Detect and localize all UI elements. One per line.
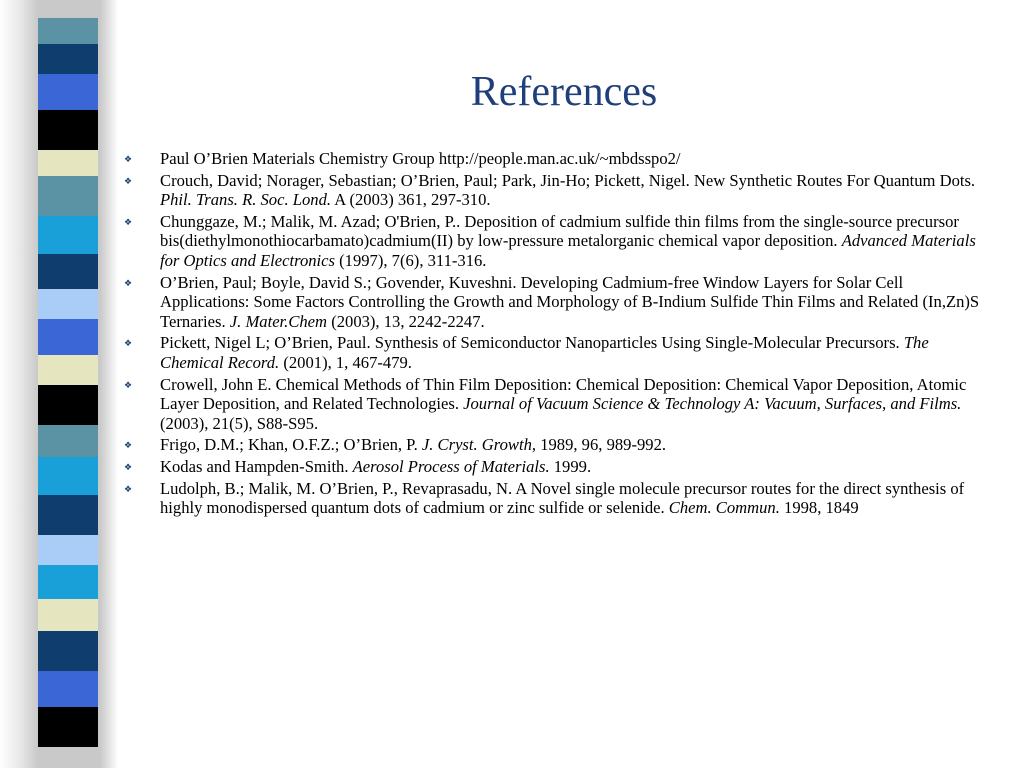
reference-item <box>124 435 984 455</box>
reference-source: Aerosol Process of Materials. <box>352 456 550 476</box>
reference-item <box>124 273 984 332</box>
stripe-block <box>38 495 98 535</box>
stripe-block <box>38 599 98 631</box>
stripe-block <box>38 254 98 289</box>
reference-text: A (2003) 361, 297-310. <box>331 190 491 210</box>
reference-text: Ludolph, B.; Malik, M. O’Brien, P., Revaprasadu, N. A Novel single molecule precursor routes for the direct synthesis of highly monodispersed quantum dots of cadmium or zinc sulfide or selenide. <box>160 478 965 518</box>
reference-item <box>124 171 984 210</box>
diamond-bullet-icon: ❖ <box>124 216 133 227</box>
stripe-block <box>38 425 98 457</box>
stripe-block <box>38 671 98 707</box>
stripe-block <box>38 44 98 74</box>
diamond-bullet-icon: ❖ <box>124 461 133 472</box>
diamond-bullet-icon: ❖ <box>124 338 133 349</box>
stripe-block <box>38 289 98 319</box>
reference-item <box>124 333 984 372</box>
reference-item <box>124 479 984 518</box>
reference-text: 1999. <box>549 456 592 476</box>
slide-title: References <box>470 69 658 115</box>
reference-text: Frigo, D.M.; Khan, O.F.Z.; O’Brien, P. <box>160 435 422 455</box>
reference-source: The Chemical Record. <box>160 333 929 372</box>
reference-text: (2003), 21(5), S88-S95. <box>160 413 319 433</box>
diamond-bullet-icon: ❖ <box>124 277 133 288</box>
reference-text: (1997), 7(6), 311-316. <box>334 250 487 270</box>
stripe-blocks <box>38 0 98 768</box>
diamond-bullet-icon: ❖ <box>124 154 133 164</box>
stripe-block <box>38 457 98 495</box>
reference-item <box>124 212 984 271</box>
reference-item <box>124 149 984 169</box>
reference-text: 1989, 96, 989-992. <box>536 435 667 455</box>
diamond-bullet-icon: ❖ <box>124 175 133 186</box>
decorative-stripe <box>0 0 118 768</box>
reference-text: Kodas and Hampden-Smith. <box>160 456 353 476</box>
stripe-block <box>38 176 98 216</box>
reference-text: Crowell, John E. Chemical Methods of Thin Film Deposition: Chemical Deposition: Chemical Vapor Deposition, Atomic Layer Deposition, and Related Technologies. <box>160 374 967 414</box>
diamond-bullet-icon: ❖ <box>124 379 133 390</box>
stripe-block <box>38 18 98 44</box>
reference-text: (2003), 13, 2242-2247. <box>327 311 485 331</box>
stripe-block <box>38 565 98 599</box>
stripe-block <box>38 74 98 110</box>
reference-source: J. Mater.Chem <box>229 311 328 331</box>
stripe-block <box>38 535 98 565</box>
reference-text: (2001), 1, 467-479. <box>279 352 412 372</box>
diamond-bullet-icon: ❖ <box>124 440 133 451</box>
reference-source: Advanced Materials for Optics and Electronics <box>160 231 976 270</box>
reference-item <box>124 375 984 434</box>
reference-text: Crouch, David; Norager, Sebastian; O’Brien, Paul; Park, Jin-Ho; Pickett, Nigel. New Synthetic Routes For Quantum Dots. <box>160 170 976 190</box>
reference-text: O’Brien, Paul; Boyle, David S.; Govender, Kuveshni. Developing Cadmium-free Window Layers for Solar Cell Applications: Some Factors Controlling the Growth and Morphology of B-Indium Sulfide Thin Films and Related (In,Zn)S Ternaries. <box>160 272 980 331</box>
reference-source: J. Cryst. Growth, <box>421 435 537 455</box>
stripe-block <box>38 707 98 747</box>
reference-text: Paul O’Brien Materials Chemistry Group http://people.man.ac.uk/~mbdsspo2/ <box>160 149 681 168</box>
stripe-block <box>38 355 98 385</box>
stripe-block <box>38 319 98 355</box>
stripe-block <box>38 631 98 671</box>
diamond-bullet-icon: ❖ <box>124 483 133 494</box>
reference-text: Pickett, Nigel L; O’Brien, Paul. Synthesis of Semiconductor Nanoparticles Using Single-Molecular Precursors. <box>160 333 904 353</box>
stripe-block <box>38 216 98 254</box>
reference-text: 1998, 1849 <box>779 498 859 518</box>
stripe-block <box>38 150 98 176</box>
reference-item <box>124 457 984 477</box>
reference-text: Chunggaze, M.; Malik, M. Azad; O'Brien, P.. Deposition of cadmium sulfide thin films from the single-source precursor bis(diethylmonothiocarbamato)cadmium(II) by low-pressure metalorganic chemical vapor deposition. <box>160 211 959 251</box>
reference-source: Chem. Commun. <box>668 498 780 518</box>
stripe-block <box>38 385 98 425</box>
stripe-block <box>38 110 98 150</box>
reference-list <box>124 149 984 520</box>
reference-source: Phil. Trans. R. Soc. Lond. <box>160 190 332 210</box>
reference-source: Journal of Vacuum Science & Technology A: Vacuum, Surfaces, and Films. <box>463 394 962 414</box>
